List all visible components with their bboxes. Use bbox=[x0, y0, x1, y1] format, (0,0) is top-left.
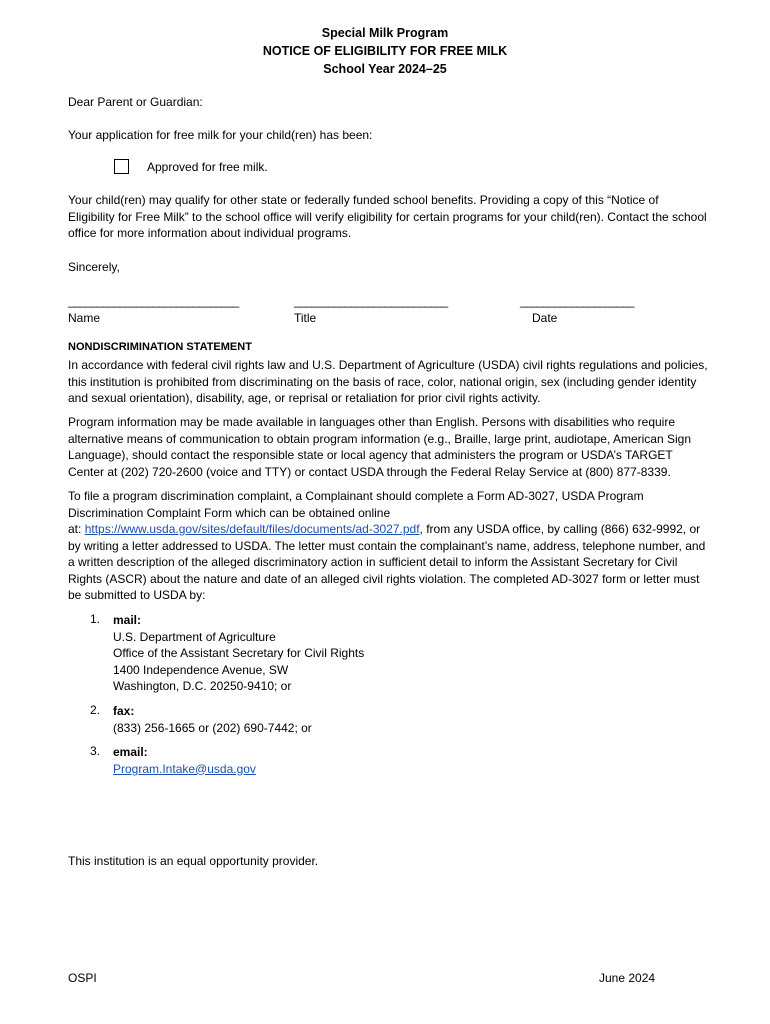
date-signature-line: ____________________ bbox=[520, 294, 634, 308]
name-label: Name bbox=[68, 311, 101, 325]
application-status-intro: Your application for free milk for your child(ren) has been: bbox=[68, 128, 373, 142]
document-header bbox=[0, 24, 770, 78]
complaint-body bbox=[68, 521, 710, 604]
ad-3027-form-link[interactable]: https://www.usda.gov/sites/default/files/documents/ad-3027.pdf bbox=[84, 522, 420, 536]
equal-opportunity-statement: This institution is an equal opportunity provider. bbox=[68, 854, 319, 868]
nondiscrimination-paragraph-1: In accordance with federal civil rights law and U.S. Department of Agriculture (USDA) civil rights regulations and policies, this institution is prohibited from discriminating on the basis of race, color, national origin, sex (including gender identity and sexual orientation), disability, age, or reprisal or retaliation for prior civil rights activity. bbox=[68, 358, 708, 405]
list-number-mail: 1. bbox=[90, 612, 101, 626]
complaint-at: at: bbox=[68, 522, 85, 536]
complaint-line-2: Discrimination Complaint Form which can be obtained online bbox=[68, 505, 391, 520]
footer-left: OSPI bbox=[68, 971, 97, 985]
mail-address-line: Washington, D.C. 20250-9410; or bbox=[113, 679, 292, 693]
list-item-mail bbox=[113, 612, 364, 695]
checkbox-label: Approved for free milk. bbox=[147, 160, 268, 174]
date-label: Date bbox=[532, 311, 558, 325]
fax-label: fax: bbox=[113, 704, 135, 718]
nondiscrimination-paragraph-3 bbox=[68, 488, 710, 604]
notice-title: NOTICE OF ELIGIBILITY FOR FREE MILK bbox=[262, 44, 508, 58]
mail-address-line: 1400 Independence Avenue, SW bbox=[113, 662, 289, 677]
nondiscrimination-paragraph-2: Program information may be made available in languages other than English. Persons with disabilities who require alternative means of communication to obtain program information (e.g., Braille, large print, audiotape, American Sign Language), should contact the responsible state or local agency that administers the program or USDA’s TARGET Center at (202) 720-2600 (voice and TTY) or contact USDA through the Federal Relay Service at (800) 877-8339. bbox=[68, 415, 691, 479]
fax-numbers: (833) 256-1665 or (202) 690-7442; or bbox=[113, 720, 312, 735]
email-label: email: bbox=[113, 745, 148, 759]
name-signature-line: ______________________________ bbox=[68, 294, 239, 308]
title-signature-line: ___________________________ bbox=[294, 294, 448, 308]
complaint-line-1: To file a program discrimination complaint, a Complainant should complete a Form AD-3027, USDA Program bbox=[68, 489, 644, 503]
mail-address-line: U.S. Department of Agriculture bbox=[113, 629, 276, 644]
eligibility-paragraph: Your child(ren) may qualify for other state or federally funded school benefits. Providing a copy of this “Notice of Eligibility for Free Milk” to the school office will verify eligibility for certain programs for your child(ren). Contact the school office for more information about individual programs. bbox=[68, 193, 707, 240]
complaint-rest: , from any USDA office, by calling (866) 632-9992, or by writing a letter addressed to USDA. The letter must contain the complainant’s name, address, telephone number, and a written description of the alleged discriminatory action in sufficient detail to inform the Assistant Secretary for Civil Rights (ASCR) about the nature and date of an alleged civil rights violation. The completed AD-3027 form or letter must be submitted to USDA by: bbox=[68, 522, 706, 602]
list-item-fax bbox=[113, 703, 312, 736]
greeting: Dear Parent or Guardian: bbox=[68, 95, 203, 109]
mail-address-line: Office of the Assistant Secretary for Civil Rights bbox=[113, 646, 365, 660]
mail-label: mail: bbox=[113, 613, 142, 627]
email-link[interactable]: Program.Intake@usda.gov bbox=[113, 761, 256, 776]
title-label: Title bbox=[294, 311, 317, 325]
closing: Sincerely, bbox=[68, 260, 120, 274]
list-item-email bbox=[113, 744, 256, 777]
school-year: School Year 2024–25 bbox=[323, 62, 447, 76]
footer-date: June 2024 bbox=[599, 971, 656, 985]
nondiscrimination-title: NONDISCRIMINATION STATEMENT bbox=[68, 341, 252, 353]
program-title: Special Milk Program bbox=[321, 26, 449, 40]
list-number-fax: 2. bbox=[90, 703, 101, 717]
list-number-email: 3. bbox=[90, 744, 101, 758]
approved-checkbox[interactable] bbox=[114, 159, 129, 174]
